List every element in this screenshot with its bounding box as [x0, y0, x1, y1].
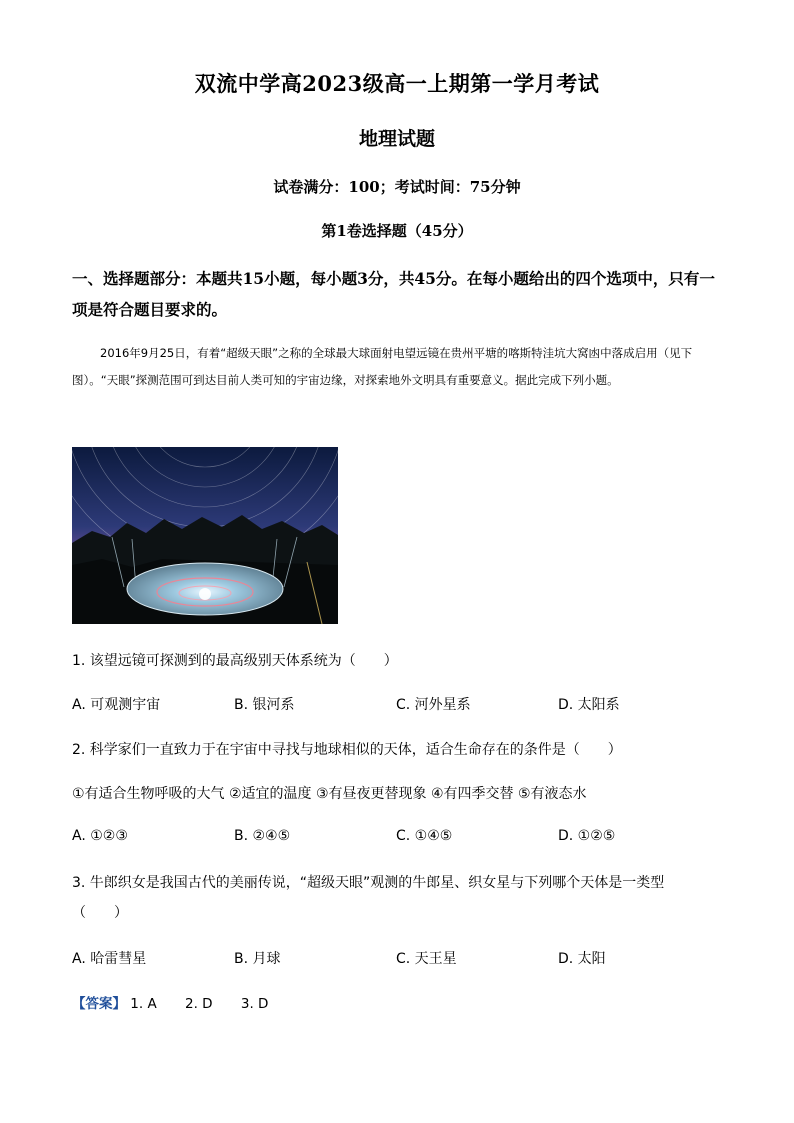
answer-label: 【答案】: [72, 996, 126, 1012]
question-3-stem: 3. 牛郎织女是我国古代的美丽传说，“超级天眼”观测的牛郎星、织女星与下列哪个天体是一类型: [72, 875, 665, 891]
answer-item-2: 2. D: [185, 996, 213, 1012]
volume-heading: 第1卷选择题（45分）: [321, 222, 473, 240]
section-heading: 一、选择题部分：本题共15小题，每小题3分，共45分。在每小题给出的四个选项中，只有一项是符合题目要求的。: [72, 269, 715, 319]
q2-option-b[interactable]: B. ②④⑤: [234, 828, 291, 844]
subject-title: 地理试题: [358, 128, 435, 150]
q3-option-d[interactable]: D. 太阳: [558, 951, 606, 967]
question-1-stem: 1. 该望远镜可探测到的最高级别天体系统为（ ）: [72, 653, 398, 669]
reading-passage: 2016年9月25日，有着“超级天眼”之称的全球最大球面射电望远镜在贵州平塘的喀斯特洼坑大窝凼中落成启用（见下图）。“天眼”探测范围可到达目前人类可知的宇宙边缘，对探索地外文明具有重要意义。据此完成下列小题。: [72, 346, 693, 387]
answer-line: [72, 992, 292, 1012]
exam-meta: 试卷满分：100；考试时间：75分钟: [273, 178, 521, 196]
q1-option-b[interactable]: B. 银河系: [234, 697, 295, 713]
q3-option-b[interactable]: B. 月球: [234, 951, 281, 967]
question-3-stem-cont: （ ）: [72, 905, 128, 921]
telescope-photo: [72, 447, 338, 624]
q2-option-c[interactable]: C. ①④⑤: [396, 828, 453, 844]
answer-item-1: 1. A: [130, 996, 157, 1012]
question-2-conditions: ①有适合生物呼吸的大气 ②适宜的温度 ③有昼夜更替现象 ④有四季交替 ⑤有液态水: [72, 786, 587, 802]
q1-option-c[interactable]: C. 河外星系: [396, 697, 471, 713]
q3-option-c[interactable]: C. 天王星: [396, 951, 457, 967]
q3-option-a[interactable]: A. 哈雷彗星: [72, 951, 147, 967]
question-2-stem: 2. 科学家们一直致力于在宇宙中寻找与地球相似的天体，适合生命存在的条件是（ ）: [72, 742, 622, 758]
q2-option-a[interactable]: A. ①②③: [72, 828, 128, 844]
q1-option-d[interactable]: D. 太阳系: [558, 697, 620, 713]
q1-option-a[interactable]: A. 可观测宇宙: [72, 697, 161, 713]
q2-option-d[interactable]: D. ①②⑤: [558, 828, 616, 844]
exam-title: 双流中学高2023级高一上期第一学月考试: [194, 71, 600, 96]
answer-item-3: 3. D: [240, 996, 269, 1012]
